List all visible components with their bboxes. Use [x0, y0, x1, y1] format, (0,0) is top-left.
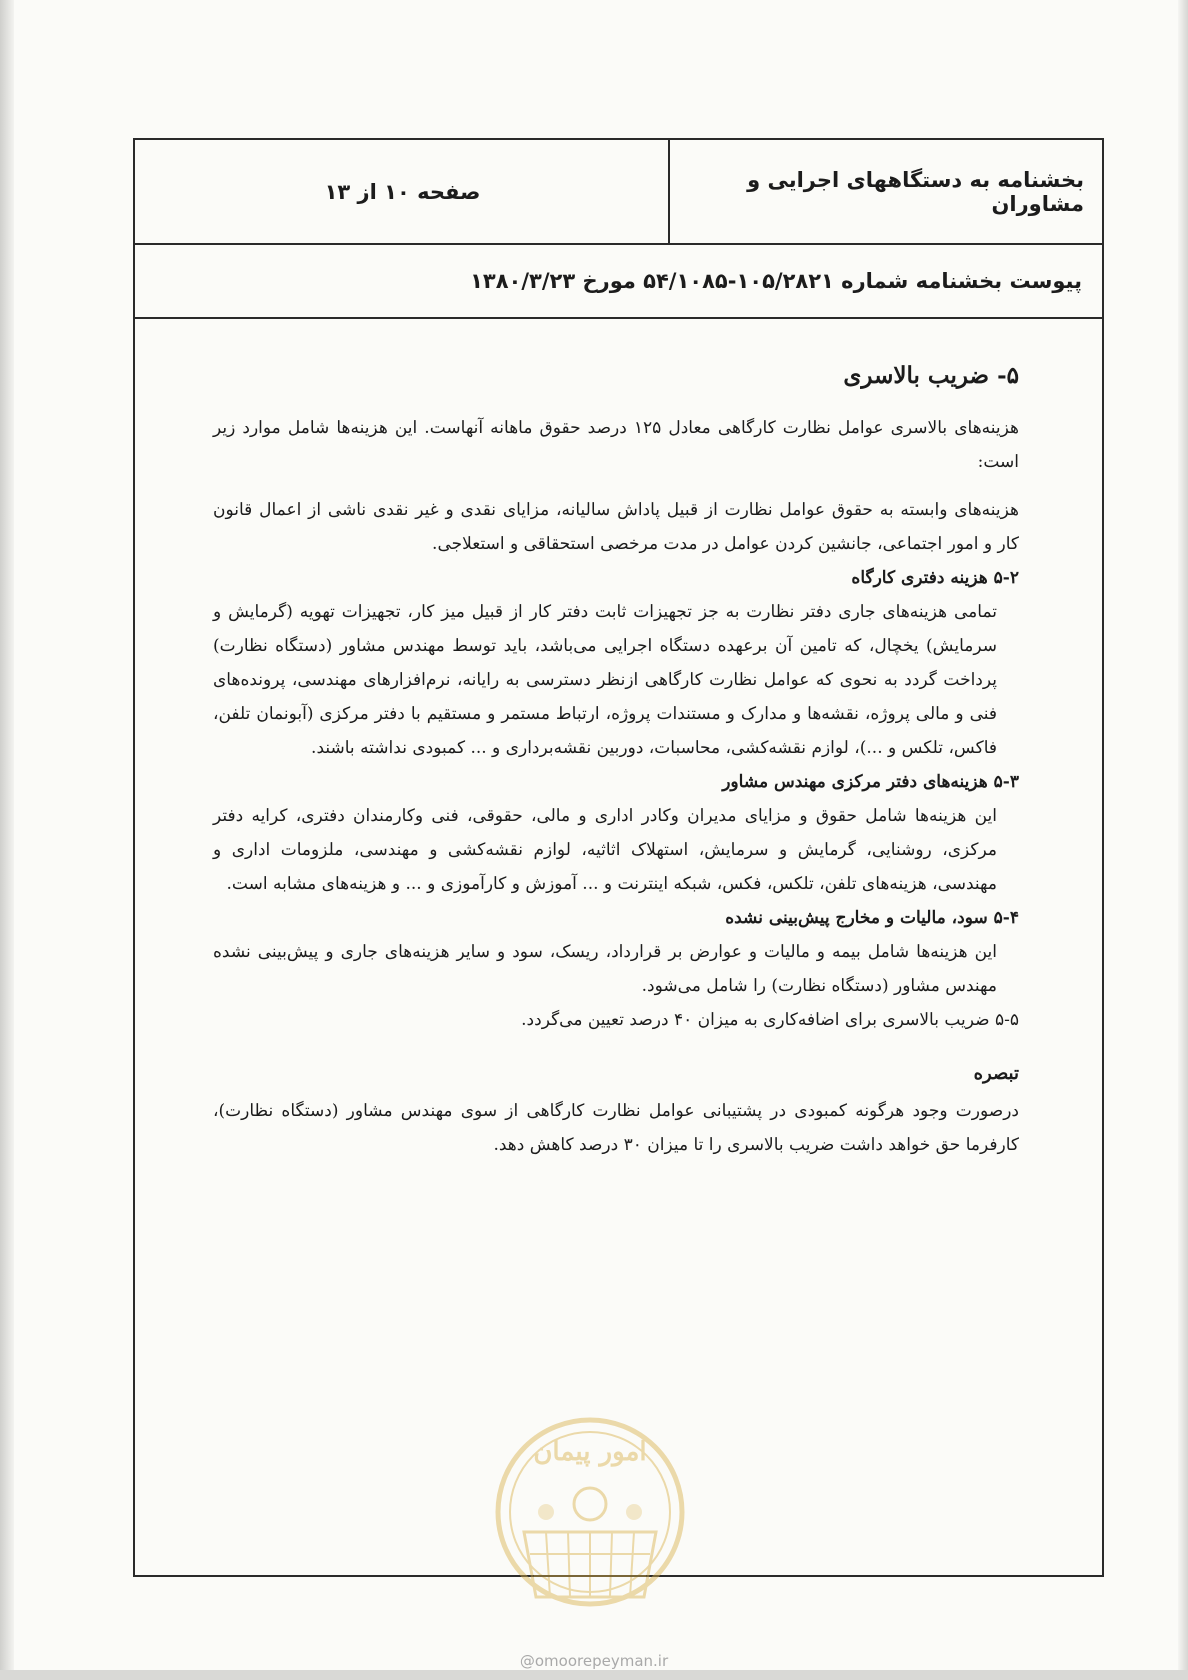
note-title: تبصره: [973, 1063, 1019, 1084]
item-5-2-heading: ۵-۲ هزینه دفتری کارگاه: [851, 568, 1019, 588]
item-5-4-heading: ۵-۴ سود، مالیات و مخارج پیش‌بینی نشده: [725, 908, 1019, 928]
attachment-line: پیوست بخشنامه شماره ۱۰۵/۲۸۲۱-۵۴/۱۰۸۵ مورخ ۱۳۸۰/۳/۲۳: [135, 245, 1102, 319]
watermark-stamp: [484, 1412, 696, 1624]
document-body: [213, 340, 1019, 1162]
scan-shadow-right: [1178, 0, 1188, 1680]
scan-shadow-left: [0, 0, 14, 1680]
item-5-2-body: تمامی هزینه‌های جاری دفتر نظارت به جز تجهیزات ثابت دفتر کار از قبیل میز کار، تجهیزات تهویه (گرمایش و سرمایش) یخچال، که تامین آن برعهده دستگاه اجرایی می‌باشد، باید توسط مهندس مشاور (دستگاه نظارت) پرداخت گردد به نحوی که عوامل نظارت کارگاهی ازنظر دسترسی به رایانه، نرم‌افزارهای مهندسی، پرونده‌های فنی و مالی پروژه، نقشه‌ها و مدارک و مستندات پروژه، ارتباط مستمر و مستقیم با دفتر مرکزی (آبونمان تلفن، فاکس، تلکس و ...)، لوازم نقشه‌کشی، محاسبات، دوربین نقشه‌برداری و ... کمبودی نداشته باشند.: [213, 602, 997, 758]
page-number: صفحه ۱۰ از ۱۳: [324, 179, 481, 204]
item-5-4-body: این هزینه‌ها شامل بیمه و مالیات و عوارض بر قرارداد، ریسک، سود و سایر هزینه‌های جاری و پیش‌بینی نشده مهندس مشاور (دستگاه نظارت) را شامل می‌شود.: [213, 942, 997, 996]
item-5-1: هزینه‌های وابسته به حقوق عوامل نظارت از قبیل پاداش سالیانه، مزایای نقدی و غیر نقدی ناشی از اعمال قانون کار و امور اجتماعی، جانشین کردن عوامل در مدت مرخصی استحقاقی و استعلاجی.: [213, 500, 1019, 554]
item-5-5: ۵-۵ ضریب بالاسری برای اضافه‌کاری به میزان ۴۰ درصد تعیین می‌گردد.: [521, 1010, 1019, 1030]
stamp-text: امور پیمان: [533, 1437, 647, 1467]
document-frame: [133, 138, 1104, 1577]
item-5-3-body: این هزینه‌ها شامل حقوق و مزایای مدیران وکادر اداری و مالی، حقوقی، فنی وکارمندان دفتری، کرایه دفتر مرکزی، روشنایی، گرمایش و سرمایش، استهلاک اثاثیه، لوازم نقشه‌کشی و مهندسی، ملزومات اداری و مهندسی، هزینه‌های تلفن، تلکس، فکس، شبکه اینترنت و ... آموزش و کارآموزی و ... و هزینه‌های مشابه است.: [213, 806, 997, 894]
item-5-3-heading: ۵-۳ هزینه‌های دفتر مرکزی مهندس مشاور: [722, 772, 1019, 792]
note-body: درصورت وجود هرگونه کمبودی در پشتیبانی عوامل نظارت کارگاهی از سوی مهندس مشاور (دستگاه نظارت)، کارفرما حق خواهد داشت ضریب بالاسری را تا میزان ۳۰ درصد کاهش دهد.: [213, 1101, 1019, 1155]
header-table: [135, 140, 1102, 245]
site-watermark[interactable]: @omoorepeyman.ir: [519, 1652, 669, 1670]
section-title: ۵- ضریب بالاسری: [843, 362, 1019, 389]
scan-bottom-edge: [0, 1670, 1188, 1680]
circular-title: بخشنامه به دستگاههای اجرایی و مشاوران: [668, 140, 1102, 243]
section-intro: هزینه‌های بالاسری عوامل نظارت کارگاهی معادل ۱۲۵ درصد حقوق ماهانه آنهاست. این هزینه‌ها شامل موارد زیر است:: [213, 418, 1019, 472]
